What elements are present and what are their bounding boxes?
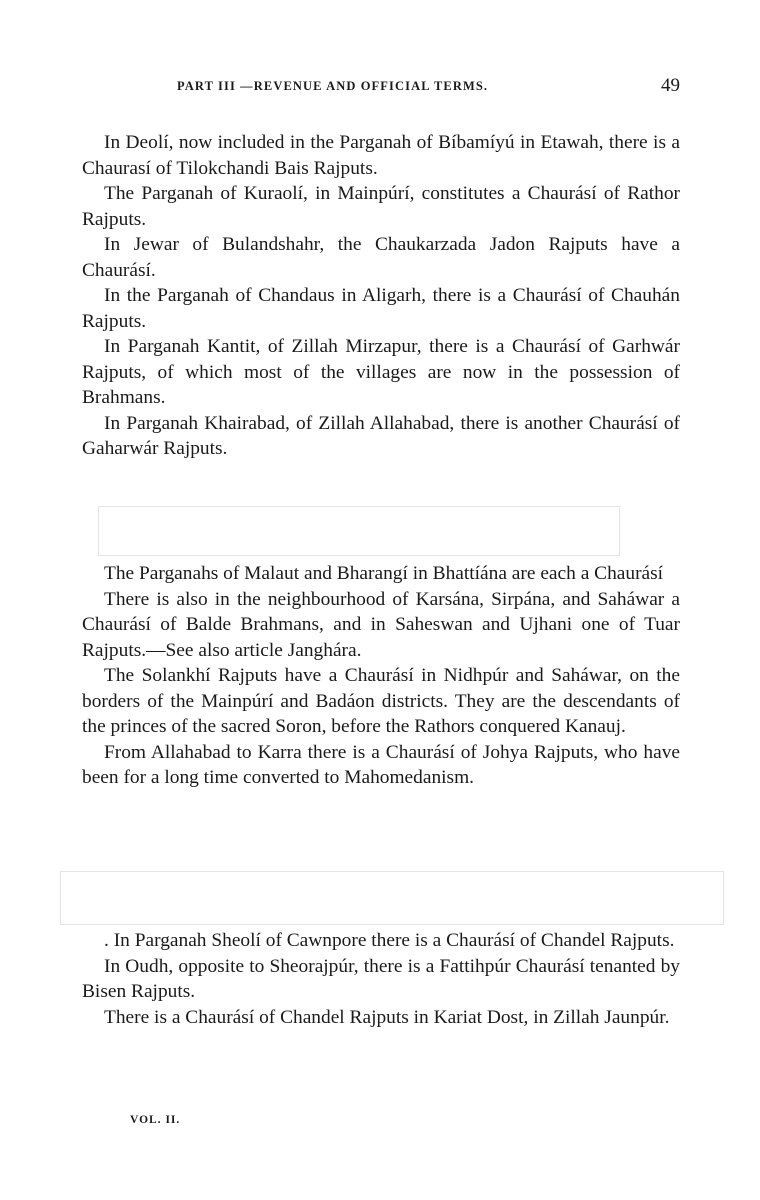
paragraph-khairabad: In Parganah Khairabad, of Zillah Allahabad, there is another Chaurásí of Gaharwár Rajputs. [82, 412, 680, 459]
paragraph-kantit: In Parganah Kantit, of Zillah Mirzapur, there is a Chaurásí of Garhwár Rajputs, of which most of the villages are now in the possession of Brahmans. [82, 336, 680, 408]
page-number: 49 [661, 75, 680, 96]
paragraph-oudh: In Oudh, opposite to Sheorajpúr, there is a Fattihpúr Chaurásí tenanted by Bisen Rajputs. [82, 955, 680, 1002]
paragraph-chandaus: In the Parganah of Chandaus in Aligarh, there is a Chaurásí of Chauhán Rajputs. [82, 285, 680, 332]
running-head [80, 75, 680, 99]
paragraph-deoli: In Deolí, now included in the Parganah of Bíbamíyú in Etawah, there is a Chaurasí of Tilokchandi Bais Rajputs. [82, 132, 680, 179]
blank-region-2 [60, 871, 724, 925]
paragraph-sheoli: . In Parganah Sheolí of Cawnpore there is a Chaurásí of Chandel Rajputs. [104, 930, 675, 951]
paragraph-solankhi: The Solankhí Rajputs have a Chaurásí in Nidhpúr and Saháwar, on the borders of the Mainpúrí and Badáon districts. They are the descendants of the princes of the sacred Soron, before the Rathors conquered Kanauj. [82, 665, 680, 737]
paragraph-allahabad: From Allahabad to Karra there is a Chaurásí of Johya Rajputs, who have been for a long time converted to Mahomedanism. [82, 741, 680, 788]
running-head-title: PART III —REVENUE AND OFFICIAL TERMS. [177, 79, 489, 93]
paragraph-karsana: There is also in the neighbourhood of Karsána, Sirpána, and Saháwar a Chaurásí of Balde Brahmans, and in Saheswan and Ujhani one of Tuar Rajputs.—See also article Janghára. [82, 588, 680, 661]
signature-mark: VOL. II. [130, 1114, 181, 1126]
text-block-lower [82, 928, 680, 1030]
paragraph-malaut: The Parganahs of Malaut and Bharangí in Bhattíána are each a Chaurásí [104, 563, 664, 584]
text-block-middle [82, 561, 680, 791]
text-block-upper [82, 130, 680, 462]
paragraph-kariat-dost: There is a Chaurásí of Chandel Rajputs in Kariat Dost, in Zillah Jaunpúr. [104, 1006, 670, 1028]
paragraph-jewar: In Jewar of Bulandshahr, the Chaukarzada Jadon Rajputs have a Chaurásí. [82, 234, 680, 281]
blank-region-1 [98, 506, 620, 556]
paragraph-kuraoli: The Parganah of Kuraolí, in Mainpúrí, constitutes a Chaurásí of Rathor Rajputs. [82, 183, 680, 230]
